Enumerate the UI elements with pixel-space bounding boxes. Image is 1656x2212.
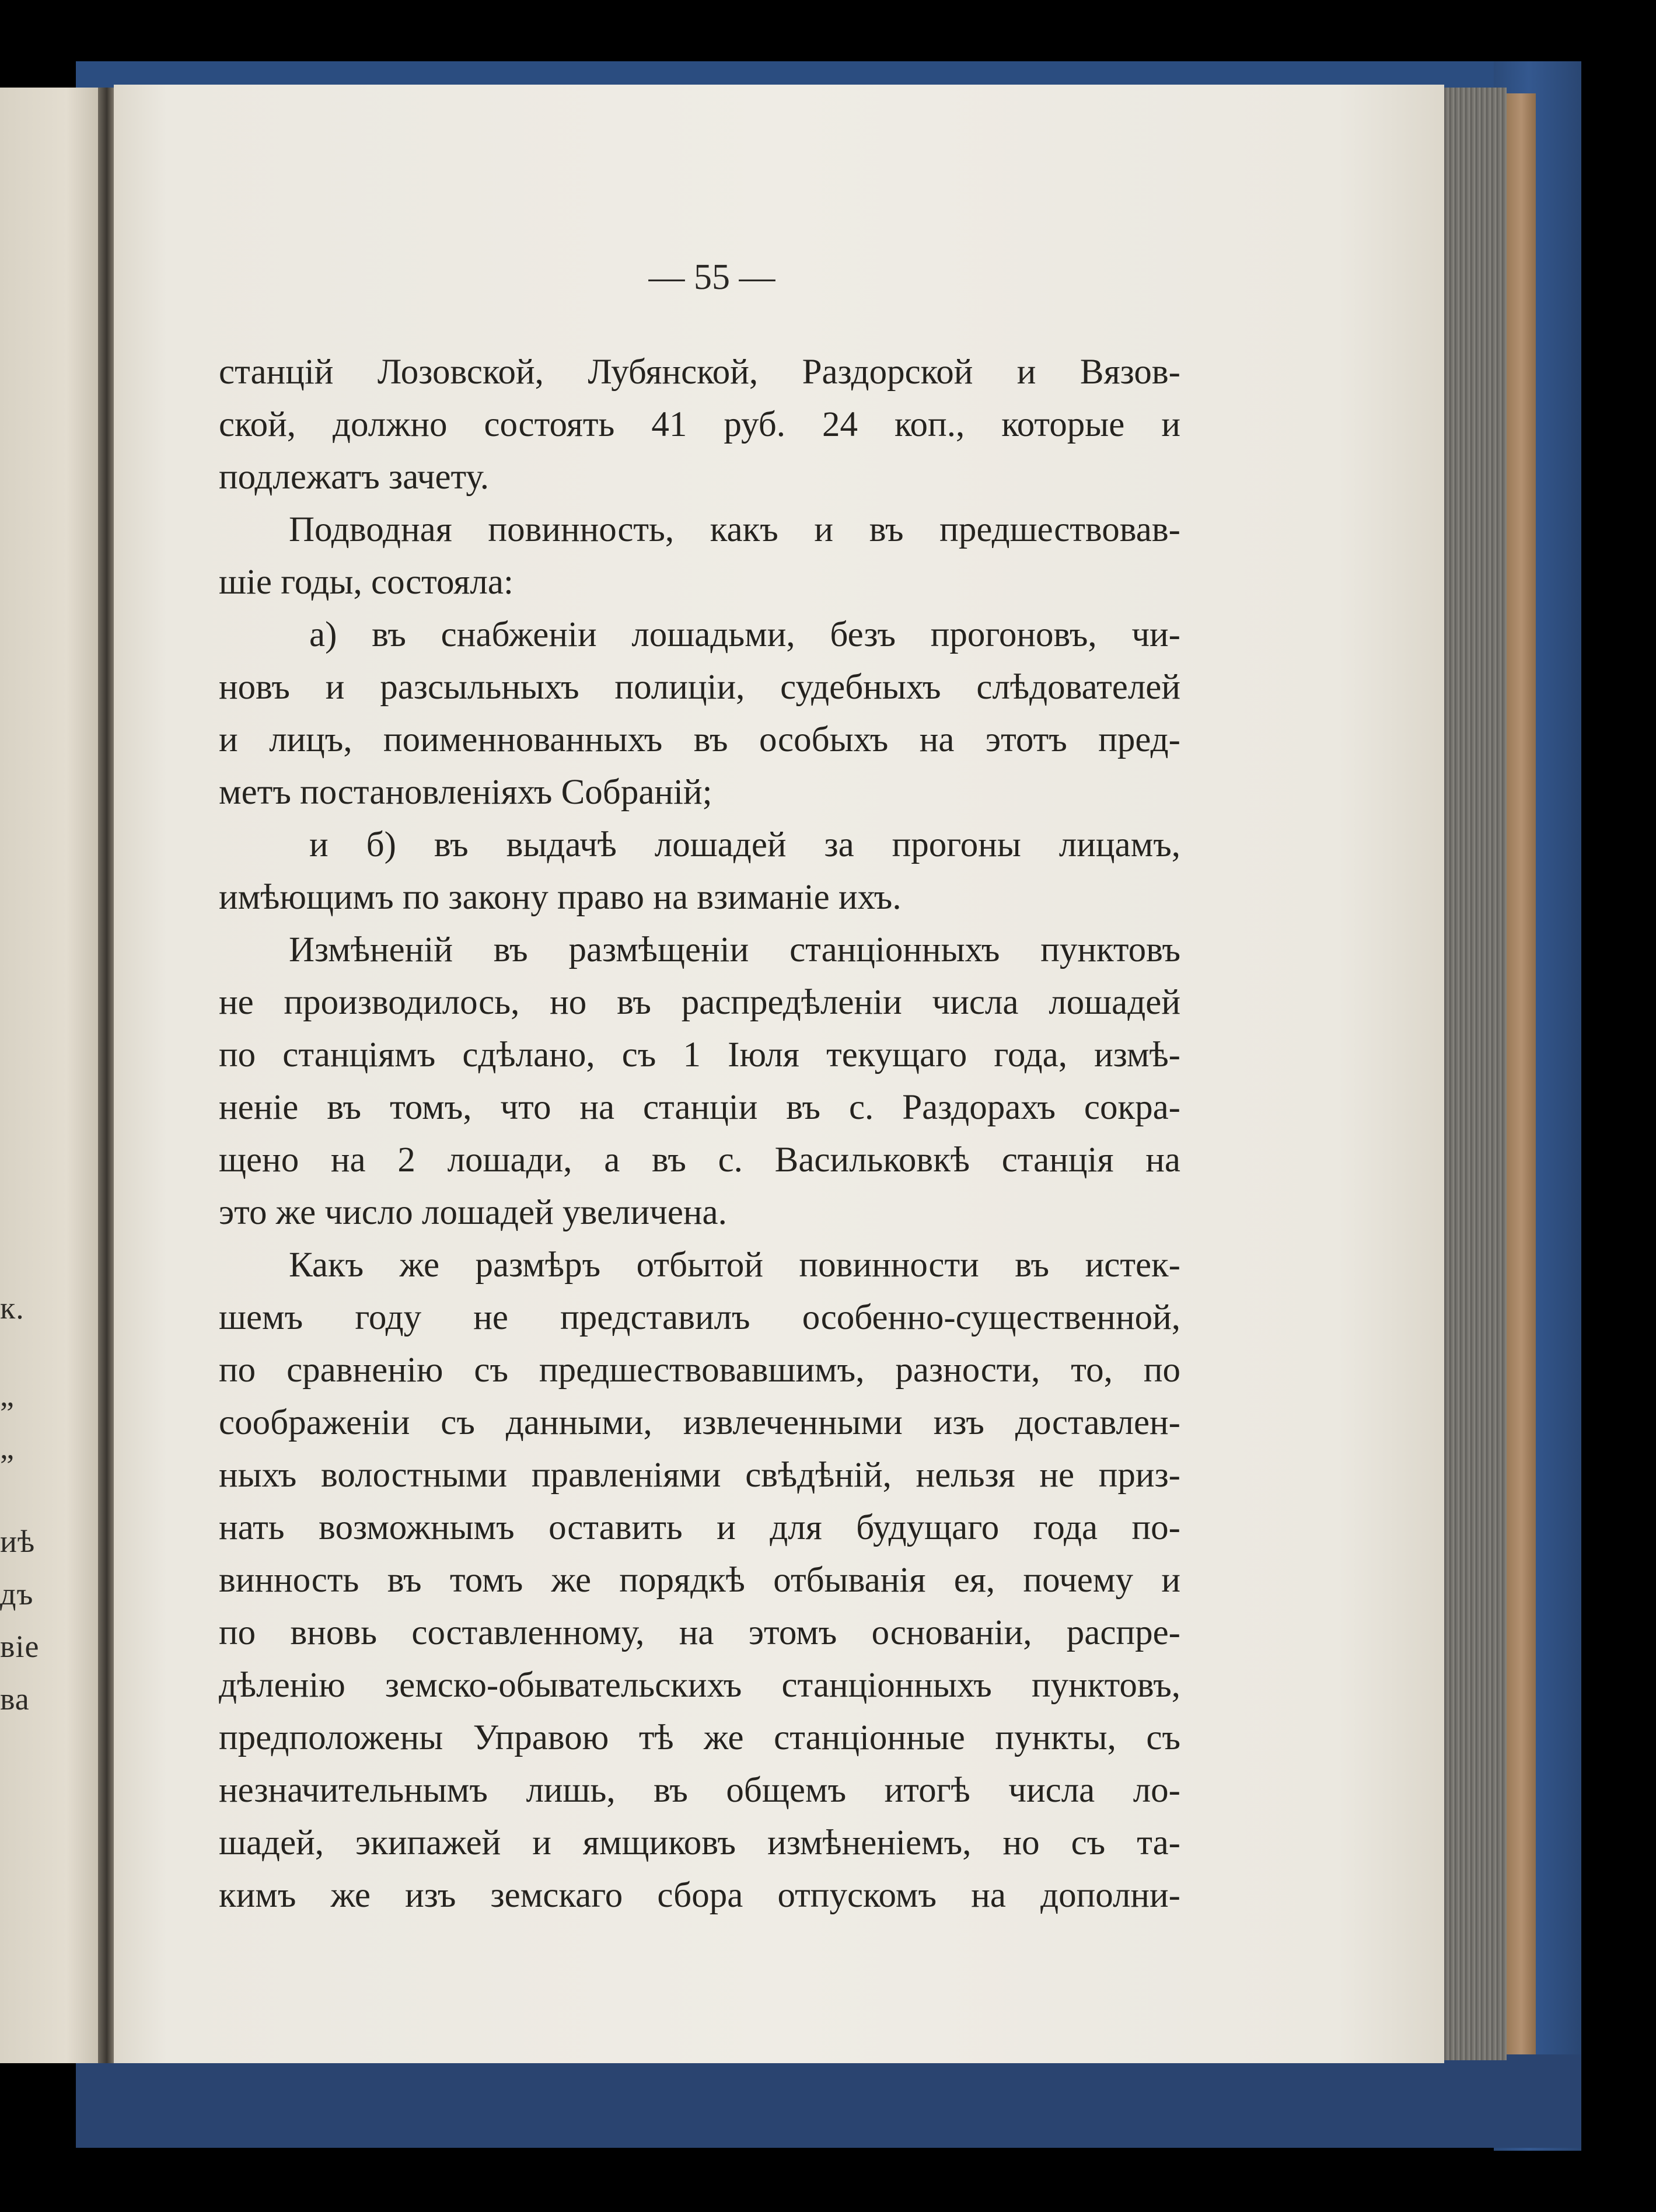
page-number: — 55 — [648, 257, 775, 297]
text-line: шіе годы, состояла: [219, 563, 513, 602]
text-line: шадей, экипажей и ямщиковъ измѣненіемъ, но съ та- [219, 1823, 1180, 1862]
left-page-fragment: ва [0, 1681, 30, 1716]
text-line: подлежатъ зачету. [219, 458, 490, 497]
text-line: новъ и разсыльныхъ полиціи, судебныхъ слѣдователей [219, 668, 1180, 707]
book-board-edge [1507, 93, 1536, 2054]
book-gutter [98, 88, 116, 2063]
left-page-fragment: дъ [0, 1576, 34, 1611]
left-page-fragment: ” [0, 1448, 15, 1483]
text-line: неніе въ томъ, что на станціи въ с. Раздорахъ сокра- [219, 1088, 1180, 1127]
text-line: дѣленію земско-обывательскихъ станціонныхъ пунктовъ, [219, 1666, 1180, 1705]
left-page-fragment: к. [0, 1290, 25, 1325]
text-line: шемъ году не представилъ особенно-существенной, [219, 1298, 1180, 1337]
text-line: метъ постановленіяхъ Собраній; [219, 773, 712, 812]
text-line: по сравненію съ предшествовавшимъ, разности, то, по [219, 1351, 1180, 1390]
page-block-edges [1441, 88, 1507, 2060]
text-line: незначительнымъ лишь, въ общемъ итогѣ числа ло- [219, 1771, 1180, 1810]
text-line: Какъ же размѣръ отбытой повинности въ истек- [289, 1245, 1180, 1285]
book-cover-bottom [76, 2054, 1581, 2148]
text-line: нать возможнымъ оставить и для будущаго года по- [219, 1508, 1180, 1547]
text-line: кимъ же изъ земскаго сбора отпускомъ на дополни- [219, 1876, 1180, 1915]
text-line: а) въ снабженіи лошадьми, безъ прогоновъ, чи- [309, 615, 1180, 654]
text-line: по вновь составленному, на этомъ основаніи, распре- [219, 1613, 1180, 1652]
text-line: и б) въ выдачѣ лошадей за прогоны лицамъ, [309, 825, 1180, 864]
text-line: не производилось, но въ распредѣленіи числа лошадей [219, 983, 1180, 1022]
left-page-fragment: ” [0, 1395, 15, 1431]
text-line: Измѣненій въ размѣщеніи станціонныхъ пунктовъ [289, 930, 1180, 969]
text-line: и лицъ, поименнованныхъ въ особыхъ на этотъ пред- [219, 720, 1180, 759]
text-line: ской, должно состоять 41 руб. 24 коп., которые и [219, 405, 1180, 444]
left-page-fragment: иѣ [0, 1524, 36, 1559]
text-line: имѣющимъ по закону право на взиманіе ихъ. [219, 878, 902, 917]
text-line: винность въ томъ же порядкѣ отбыванія ея, почему и [219, 1561, 1180, 1600]
text-line: соображеніи съ данными, извлеченными изъ доставлен- [219, 1403, 1180, 1442]
text-line: предположены Управою тѣ же станціонные пункты, съ [219, 1718, 1180, 1757]
text-line: по станціямъ сдѣлано, съ 1 Іюля текущаго года, измѣ- [219, 1035, 1180, 1074]
text-line: Подводная повинность, какъ и въ предшествовав- [289, 510, 1180, 549]
left-page-fragment: віе [0, 1629, 40, 1664]
text-line: станцій Лозовской, Лубянской, Раздорской и Вязов- [219, 353, 1180, 392]
text-line: это же число лошадей увеличена. [219, 1193, 727, 1232]
left-page [0, 88, 111, 2063]
text-line: ныхъ волостными правленіями свѣдѣній, нельзя не приз- [219, 1456, 1180, 1495]
text-line: щено на 2 лошади, а въ с. Васильковкѣ станція на [219, 1140, 1180, 1180]
